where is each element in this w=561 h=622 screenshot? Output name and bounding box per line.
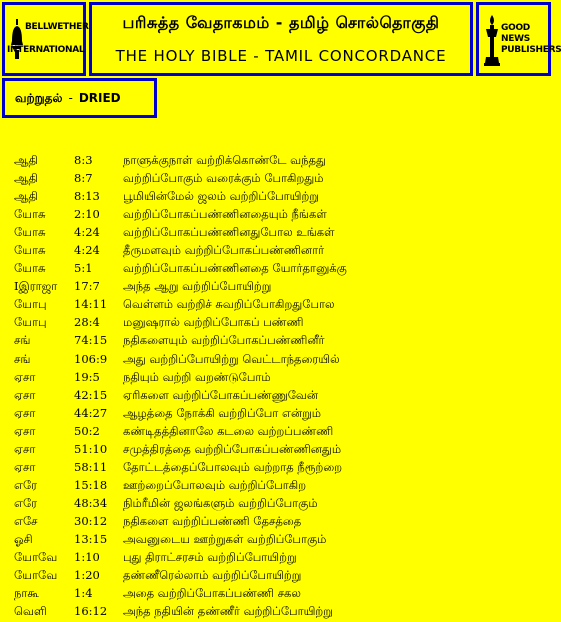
word-heading bbox=[2, 78, 157, 118]
entry-reference: 51:10 bbox=[74, 441, 108, 456]
entry-text: ஊற்றைப்போலவும் வற்றிப்போகிற bbox=[123, 477, 307, 492]
list-item bbox=[14, 532, 550, 550]
entry-book: யோபு bbox=[14, 297, 47, 312]
list-item bbox=[14, 514, 550, 532]
entry-book: ஏசா bbox=[14, 441, 36, 456]
entry-book: ஏசா bbox=[14, 459, 36, 474]
entry-text: கண்டிதத்தினாலே கடலை வற்றப்பண்ணி bbox=[123, 423, 334, 438]
list-item bbox=[14, 370, 550, 388]
tamil-title: பரிசுத்த வேதாகமம் - தமிழ் சொல்தொகுதி bbox=[122, 13, 440, 32]
entry-text: அந்த ஆறு வற்றிப்போயிற்று bbox=[123, 279, 272, 294]
list-item bbox=[14, 315, 550, 333]
list-item bbox=[14, 153, 550, 171]
bellwether-logo bbox=[2, 2, 89, 76]
entry-text: நதிகளையும் வற்றிப்போகப்பண்ணினீர் bbox=[123, 333, 325, 348]
entry-reference: 30:12 bbox=[74, 513, 108, 528]
list-item bbox=[14, 568, 550, 586]
entry-book: யோவே bbox=[14, 550, 58, 565]
title-panel bbox=[89, 2, 473, 76]
entry-book: ஆதி bbox=[14, 153, 38, 167]
entry-text: வற்றிப்போகும் வரைக்கும் போகிறதும் bbox=[123, 171, 324, 186]
right-logo-line2: PUBLISHERS bbox=[501, 45, 561, 55]
entry-text: நிம்ரீமின் ஜலங்களும் வற்றிப்போகும் bbox=[123, 495, 318, 510]
entry-text: தண்ணீரெல்லாம் வற்றிப்போயிற்று bbox=[123, 568, 302, 583]
entry-text: அந்த நதியின் தண்ணீர் வற்றிப்போயிற்று bbox=[123, 604, 333, 619]
entry-text: வற்றிப்போகப்பண்ணினதையும் நீங்கள் bbox=[123, 207, 327, 222]
entry-book: சங் bbox=[14, 351, 31, 366]
entry-reference: 48:34 bbox=[74, 495, 108, 510]
entry-book: ஏசா bbox=[14, 369, 36, 384]
entry-reference: 50:2 bbox=[74, 423, 100, 438]
list-item bbox=[14, 388, 550, 406]
word-tamil: வற்றுதல் bbox=[15, 91, 63, 105]
entry-reference: 42:15 bbox=[74, 387, 108, 402]
entry-book: யோசு bbox=[14, 243, 46, 258]
list-item bbox=[14, 243, 550, 261]
entry-reference: 106:9 bbox=[74, 351, 108, 366]
entry-book: ஏசா bbox=[14, 405, 36, 420]
entry-book: எரே bbox=[14, 477, 38, 492]
list-item bbox=[14, 496, 550, 514]
left-logo-line2: INTERNATIONAL bbox=[7, 45, 85, 55]
left-logo-line1: BELLWETHER bbox=[25, 22, 89, 32]
list-item bbox=[14, 550, 550, 568]
list-item bbox=[14, 333, 550, 351]
entry-reference: 19:5 bbox=[74, 369, 100, 384]
entry-reference: 44:27 bbox=[74, 405, 108, 420]
list-item bbox=[14, 604, 550, 622]
entry-book: Iஇராஜா bbox=[14, 279, 58, 294]
entry-book: யோசு bbox=[14, 207, 46, 222]
entry-text: வெள்ளம் வற்றிச் சுவறிப்போகிறதுபோல bbox=[123, 297, 335, 312]
entry-book: யோவே bbox=[14, 568, 58, 583]
english-title: THE HOLY BIBLE - TAMIL CONCORDANCE bbox=[115, 47, 447, 65]
list-item bbox=[14, 478, 550, 496]
entry-reference: 15:18 bbox=[74, 477, 108, 492]
entry-text: நாளுக்குநாள் வற்றிக்கொண்டே வந்தது bbox=[123, 153, 327, 167]
word-dash: - bbox=[68, 91, 73, 105]
lamp-icon bbox=[484, 15, 500, 67]
list-item bbox=[14, 352, 550, 370]
list-item bbox=[14, 424, 550, 442]
entry-book: எரே bbox=[14, 495, 38, 510]
entry-reference: 2:10 bbox=[74, 207, 100, 222]
entry-reference: 16:12 bbox=[74, 604, 108, 619]
list-item bbox=[14, 279, 550, 297]
entry-text: தோட்டத்தைப்போலவும் வற்றாத நீரூற்றை bbox=[123, 459, 343, 474]
list-item bbox=[14, 297, 550, 315]
list-item bbox=[14, 189, 550, 207]
right-logo-line1: GOOD NEWS bbox=[501, 23, 530, 44]
list-item bbox=[14, 442, 550, 460]
list-item bbox=[14, 586, 550, 604]
entry-book: யோசு bbox=[14, 225, 46, 240]
entry-book: ஆதி bbox=[14, 189, 38, 204]
entry-book: சங் bbox=[14, 333, 31, 348]
entry-text: ஆழத்தை நோக்கி வற்றிப்போ என்றும் bbox=[123, 405, 321, 420]
entry-book: ஆதி bbox=[14, 171, 38, 186]
entry-text: தீருமளவும் வற்றிப்போகப்பண்ணினார் bbox=[123, 243, 325, 258]
entry-reference: 8:13 bbox=[74, 189, 100, 204]
entry-reference: 5:1 bbox=[74, 261, 93, 276]
entry-text: பூமியின்மேல் ஜலம் வற்றிப்போயிற்று bbox=[123, 189, 319, 204]
entry-book: வெளி bbox=[14, 604, 47, 619]
list-item bbox=[14, 406, 550, 424]
entry-text: அவனுடைய ஊற்றுகள் வற்றிப்போகும் bbox=[123, 531, 327, 546]
entry-reference: 14:11 bbox=[74, 297, 108, 312]
entry-text: அது வற்றிப்போயிற்று வெட்டாந்தரையில் bbox=[123, 351, 340, 366]
list-item bbox=[14, 261, 550, 279]
entry-reference: 1:20 bbox=[74, 568, 100, 583]
entry-reference: 4:24 bbox=[74, 243, 100, 258]
entry-reference: 28:4 bbox=[74, 315, 100, 330]
entry-book: ஓசி bbox=[14, 531, 33, 546]
entry-reference: 13:15 bbox=[74, 531, 108, 546]
entry-book: எசே bbox=[14, 513, 38, 528]
entry-reference: 1:10 bbox=[74, 550, 100, 565]
concordance-list bbox=[14, 153, 550, 622]
list-item bbox=[14, 171, 550, 189]
entry-book: ஏசா bbox=[14, 387, 36, 402]
entry-reference: 58:11 bbox=[74, 459, 108, 474]
entry-book: யோசு bbox=[14, 261, 46, 276]
entry-reference: 74:15 bbox=[74, 333, 108, 348]
entry-text: வற்றிப்போகப்பண்ணினதை யோர்தானுக்கு bbox=[123, 261, 347, 276]
entry-text: நதிகளை வற்றிப்பண்ணி தேசத்தை bbox=[123, 513, 302, 528]
entry-reference: 1:4 bbox=[74, 586, 93, 601]
entry-reference: 17:7 bbox=[74, 279, 100, 294]
entry-text: நதியும் வற்றி வறண்டுபோம் bbox=[123, 369, 271, 384]
entry-reference: 8:3 bbox=[74, 153, 93, 167]
entry-text: சமுத்திரத்தை வற்றிப்போகப்பண்ணினதும் bbox=[123, 441, 342, 456]
entry-text: புது திராட்சரசம் வற்றிப்போயிற்று bbox=[123, 550, 297, 565]
entry-reference: 4:24 bbox=[74, 225, 100, 240]
entry-text: வற்றிப்போகப்பண்ணினதுபோல உங்கள் bbox=[123, 225, 335, 240]
list-item bbox=[14, 460, 550, 478]
entry-book: நாகூ bbox=[14, 586, 39, 601]
entry-text: அதை வற்றிப்போகப்பண்ணி சகல bbox=[123, 586, 301, 601]
good-news-logo bbox=[476, 2, 561, 76]
word-english: DRIED bbox=[78, 91, 121, 105]
list-item bbox=[14, 225, 550, 243]
entry-text: மனுஷரால் வற்றிப்போகப் பண்ணி bbox=[123, 315, 304, 330]
entry-book: யோபு bbox=[14, 315, 47, 330]
entry-book: ஏசா bbox=[14, 423, 36, 438]
list-item bbox=[14, 207, 550, 225]
entry-reference: 8:7 bbox=[74, 171, 93, 186]
entry-text: ஏரிகளை வற்றிப்போகப்பண்ணுவேன் bbox=[123, 387, 319, 402]
